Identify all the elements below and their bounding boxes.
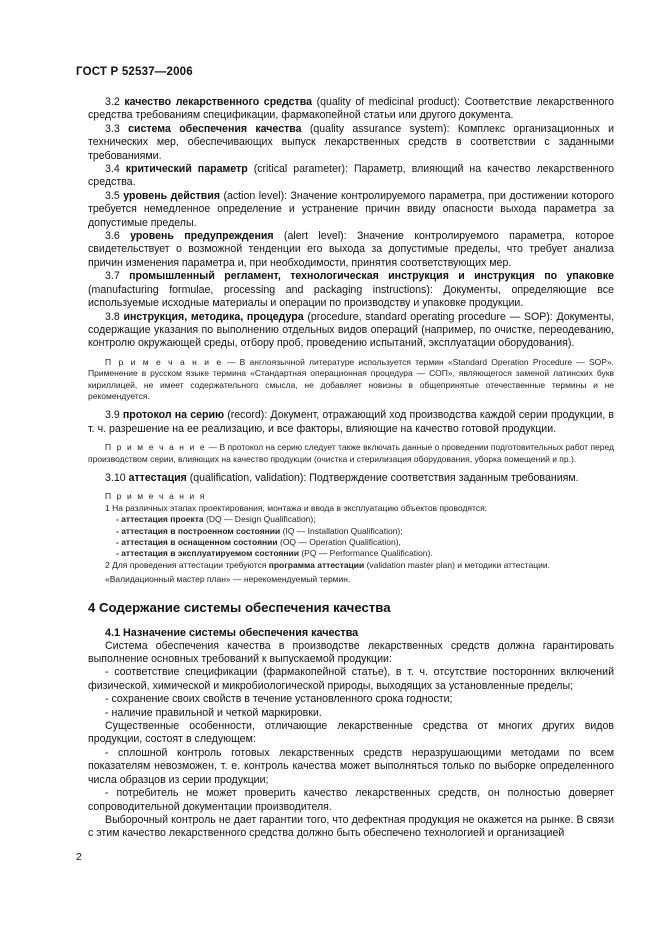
definition-3-6: 3.6 уровень предупреждения (alert level): Значение контролируемого параметра, которое свидетельствует о возможной тенденции его выхода за допустимые пределы, что требует анализа причин изменения параметра и, при необходимости, принятия соответствующих мер. <box>88 230 614 269</box>
definition-3-9: 3.9 протокол на серию (record): Документ, отражающий ход производства каждой серии продукции, в т. ч. разрешение на ее реализацию, и все факторы, влияющие на качество готовой продукции. <box>88 409 614 435</box>
note-subitem: - аттестация в эксплуатируемом состоянии (PQ — Performance Qualification). <box>116 548 433 559</box>
list-item: - соответствие спецификации (фармакопейной статье), в т. ч. отсутствие посторонних включений физической, химической и микробиологической природы, выходящих за установленные пределы; <box>88 666 614 692</box>
notes-3-10-item-2: 2 Для проведения аттестации требуются программа аттестации (validation master plan) и методики аттестации. <box>105 559 551 570</box>
paragraph: Существенные особенности, отличающие лекарственные средства от многих других видов продукции, состоят в следующем: <box>88 720 614 746</box>
page-content <box>88 96 614 841</box>
list-item: - сплошной контроль готовых лекарственных средств неразрушающими методами по всем показателям невозможен, т. е. контроль качества может выполняться только по выборке определенного числа образцов из серии продукции; <box>88 746 614 786</box>
definition-3-7: 3.7 промышленный регламент, технологическая инструкция и инструкция по упаковке (manufacturing formulae, processing and packaging instructions): Документы, определяющие все используемые исходные материалы и операции по производству и упаковке продукции. <box>88 270 614 310</box>
note-subitem: - аттестация проекта (DQ — Design Qualification); <box>116 514 316 525</box>
list-item: - наличие правильной и четкой маркировки. <box>105 706 322 719</box>
definition-3-2: 3.2 качество лекарственного средства (quality of medicinal product): Соответствие лекарственного средства требованиям спецификации, фармакопейной статьи или другого документа. <box>88 96 614 122</box>
list-item: - потребитель не может проверить качество лекарственных средств, он полностью доверяет сопроводительной документации производителя. <box>88 787 614 813</box>
list-item: - сохранение своих свойств в течение установленного срока годности; <box>105 693 453 706</box>
definition-3-4: 3.4 критический параметр (critical parameter): Параметр, влияющий на качество лекарственного средства. <box>88 163 614 189</box>
note-subitem: - аттестация в оснащенном состоянии (OQ — Operation Qualification), <box>116 537 401 547</box>
definition-3-10: 3.10 аттестация (qualification, validation): Подтверждение соответствия заданным требованиям. <box>105 471 579 484</box>
subsection-4-1-title: 4.1 Назначение системы обеспечения качества <box>105 626 359 639</box>
notes-3-10-remark: «Валидационный мастер план» — нерекомендуемый термин. <box>105 574 351 585</box>
section-4-title: 4 Содержание системы обеспечения качества <box>88 599 391 615</box>
standard-id: ГОСТ Р 52537—2006 <box>76 66 193 78</box>
definition-3-5: 3.5 уровень действия (action level): Значение контролируемого параметра, при достижении которого требуется немедленное определение и устранение причин ввиду опасности выхода параметра за допустимые пределы. <box>88 189 615 229</box>
page-number: 2 <box>76 851 82 863</box>
note-subitem: - аттестация в построенном состоянии (IQ — Installation Qualification); <box>116 525 403 536</box>
note-3-9: П р и м е ч а н и е — В протокол на серию следует также включать данные о проведении подготовительных работ перед производством серии, влияющих на качество продукции (очистка и стерилизация оборудования, уборка помещений и пр.). <box>88 442 614 464</box>
definition-3-8: 3.8 инструкция, методика, процедура (procedure, standard operating procedure — SOP): Документы, содержащие указания по выполнению отдельных видов операций (например, по очистке, переодеванию, контролю окружающей среды, отбору проб, проведению испытаний, эксплуатации оборудования). <box>88 310 615 350</box>
notes-3-10-item-1: 1 На различных этапах проектирования, монтажа и ввода в эксплуатацию объектов проводятся: <box>105 502 488 513</box>
paragraph: Выборочный контроль не дает гарантии того, что дефектная продукция не окажется на рынке. В связи с этим качество лекарственного средства должно быть обеспечено технологией и организацией <box>88 813 614 840</box>
notes-3-10-heading: П р и м е ч а н и я <box>105 491 207 502</box>
definition-3-3: 3.3 система обеспечения качества (quality assurance system): Комплекс организационных и технических мер, обеспечивающих выпуск лекарственных средств в соответствии с заданными требованиями. <box>88 122 614 162</box>
note-3-8: П р и м е ч а н и е — В англоязычной литературе используется термин «Standard Operation Procedure — SOP». Применение в русском языке термина «Стандартная операционная процедура — СОП», являющегося заменой латинских букв кириллицей, не имеет содержательного смысла, не добавляет новизны в общепринятые отечественные термины и не рекомендуется. <box>88 356 615 401</box>
paragraph: Система обеспечения качества в производстве лекарственных средств должна гарантировать выполнение основных требований к выпускаемой продукции: <box>88 639 614 666</box>
